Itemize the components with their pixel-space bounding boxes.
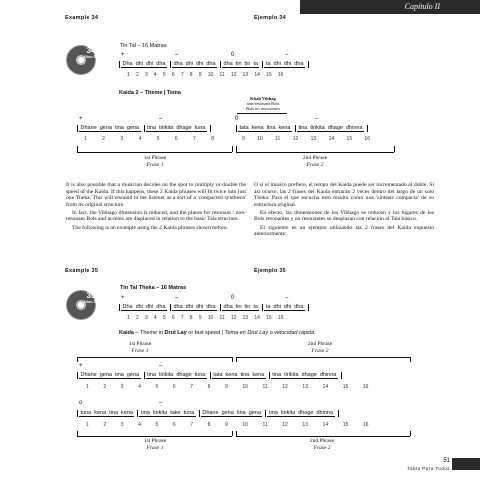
bol: gena [99,372,112,378]
bol: dhage [327,125,343,131]
bol: Dha [122,61,133,67]
bol: tin [244,304,251,310]
kaida-phrase-2-bols [236,125,368,132]
theka-bols-row [119,61,309,68]
vibhag-segment [77,372,144,379]
phrase-2-label: 2nd Phrase Frase 2 [302,155,328,168]
bol: kena [251,125,264,131]
bol: gena [126,125,140,131]
bol: dha [156,304,166,310]
bol: dhi [185,304,193,310]
bol: tirikita [152,410,168,416]
drut-row-1 [77,372,342,379]
bol: kena [278,125,291,131]
bol: Dhane [80,372,97,378]
phrase-1-label-top: 1st Phrase Frase 1 [128,341,152,354]
bol: dha [294,61,304,67]
paragraph: En efecto, las dimensiones de los Vibhago se reducen y los lugares de los Bols resonantes y no resonantes se desplazan con relación al Tala básico. [254,209,434,223]
bol: tuna [183,410,195,416]
tala-title: Tin Tal – 16 Matras [120,43,167,49]
phrase-2-label-top: 2nd Phrase Frase 2 [307,341,333,354]
bol: dha [294,304,304,310]
khali-vibhag-note [233,96,293,111]
bol: tuna [194,125,206,131]
example-label-es: Ejemplo 34 [254,15,287,21]
bol: dha [223,61,233,67]
vibhag-segment [170,304,220,311]
bol: dhi [135,304,143,310]
bol: tuna [194,372,206,378]
example-label-en: Example 34 [65,15,99,21]
bol: take [170,410,181,416]
track-word: Track [85,41,97,46]
bol: dhage [301,372,317,378]
phrase-1-label: 1st Phrase Frase 1 [143,155,167,168]
bol: tina [114,125,124,131]
vibhag-segment [137,410,198,417]
paragraph: It is also possible that a musician decides on the spot to multiply or double the speed of the Kaida. If this happens, these 2 Kaida phrases will fit twice into just one Theka. This will resound to the listener as a sort of a 'compacted synthesis' from its original structure. [66,182,246,208]
kaida-numbers-2: 9 10 11 12 13 14 15 16 [242,136,371,142]
bol: dhi [145,61,154,67]
bol: tina [236,410,246,416]
bol: dhi [283,61,292,67]
bol: ta [265,304,271,310]
vibhag-segment [295,125,368,132]
bol: dhi [273,61,281,67]
vibhag-segment [144,125,211,132]
vibhag-segment [77,125,144,132]
page-number: 51 [443,458,450,464]
theka-bols-row [119,304,309,311]
bol: tina [266,125,276,131]
bol: tirikita [280,410,296,416]
bol: kena [94,410,107,416]
bol: tata [239,125,249,131]
khali-note-line: Bols no resonantes [245,106,281,111]
paragraph: El siguiente es un ejemplo utilizando las 2 frases del Kaida expuesto anteriormente: [254,224,434,238]
vibhag-segment [262,304,308,311]
bol: dhi [185,61,193,67]
bol: dhi [196,61,204,67]
bol: dha [173,304,183,310]
vibhag-segment [119,304,170,311]
phrase-2-label-bottom: 2nd Phrase Frase 2 [309,438,335,451]
bol: dhi [283,304,292,310]
drut-row-2-numbers: 1 2 3 4 5 6 7 8 9 10 11 12 13 14 15 16 [86,422,369,428]
vibhag-segment [262,61,308,68]
phrase-1-label-bottom: 1st Phrase Frase 1 [143,438,167,451]
header-bar [300,0,480,14]
tala-title: Tin Tal Theka – 16 Matras [120,285,187,291]
bol: tirikita [158,372,174,378]
bol: tuna [80,410,92,416]
bol: tin [244,61,251,67]
vibhag-segment [170,61,220,68]
vibhag-segment [220,61,262,68]
matra-numbers: 1 2 3 4 5 6 7 8 9 10 11 12 13 14 15 16 [127,72,284,78]
bol: tina [147,372,156,378]
track-number: 35 [86,290,96,300]
bol: tina [114,372,124,378]
kaida-numbers-1: 1 2 3 4 5 6 7 8 [84,136,214,142]
bol: dhi [196,304,204,310]
bol: tina [268,410,278,416]
bol: kena [121,410,133,416]
bol: dhinna [345,125,363,131]
track-badge [84,42,98,59]
bol: tina [109,410,119,416]
bol: gena [99,125,112,131]
chapter-title: Capítulo II [404,2,440,11]
bol: ta [253,61,258,67]
bol: Dhane [80,125,97,131]
bol: gena [221,410,234,416]
matra-numbers: 1 2 3 4 5 6 7 8 9 10 11 12 13 14 15 16 [127,315,284,321]
vibhag-segment [210,372,269,379]
vibhag-segment [220,304,262,311]
bol: tirikita [284,372,299,378]
book-title: Tabla Para Todos [407,466,450,471]
kaida-title: Kaida 2 – Theme | Tema [119,90,181,96]
paragraph: In fact, the Vibhago dimension is reduced, and the places for resonant / non-resonant Bols and accents are displaced in relation to the basic Tala structure. [66,209,246,223]
vibhag-segment [199,410,266,417]
bol: tirikita [310,125,325,131]
bol: Dha [122,304,133,310]
bol: dhi [135,61,143,67]
bol: gena [126,372,140,378]
bol: tina [298,125,308,131]
bol: dhinna [319,372,337,378]
bol: dha [206,304,216,310]
bol: dha [223,304,233,310]
vibhag-segment [269,372,342,379]
track-disc: Disc 01 [84,53,99,59]
bol: dha [156,61,166,67]
vibhag-segment [77,410,137,417]
bol: gena [248,410,261,416]
kaida-phrase-1-bols [77,125,211,132]
bol: tina [147,125,156,131]
bol: dhage [176,125,192,131]
bol: kena [225,372,238,378]
vibhag-segment [236,125,295,132]
footer-bar [452,458,480,470]
vibhag-segment [119,61,170,68]
bol: tirikita [158,125,174,131]
example-label-en: Example 35 [65,268,99,274]
bol: Dhane [202,410,219,416]
track-number: 34 [86,45,96,55]
bol: tina [140,410,150,416]
kaida-fast-title: Kaida – Theme in Drut Lay or fast speed | Tema en Drut Lay o velocidad rápida [119,330,315,336]
bol: ta [265,61,271,67]
vibhag-segment [144,372,210,379]
bol: dha [173,61,183,67]
khali-note-line: Khali Vibhag [250,96,276,101]
track-disc: Disc 01 [84,298,99,304]
drut-row-1-numbers: 1 2 3 4 5 6 7 8 9 10 11 12 13 14 15 16 [86,384,369,390]
bol: dhage [298,410,314,416]
body-text-english [66,182,246,233]
bol: dhi [145,304,154,310]
paragraph: The following is an example using the 2 Kaida phrases shown before. [72,224,228,231]
bol: kena [252,372,265,378]
bol: dha [206,61,216,67]
drut-row-2 [77,410,339,417]
paragraph: O si el músico prefiere, el tempo del Kaida puede ser incrementado al doble. Si así ocurre, las 2 frases del Kaida entrarán 2 veces dentro del largo de un solo Theka. Para el que escucha esto resulta como una 'síntesis compacta' de su estructura original. [254,182,434,208]
track-badge [84,287,98,304]
bol: ta [253,304,258,310]
bol: tata [213,372,223,378]
khali-bracket [237,113,287,114]
example-label-es: Ejemplo 35 [254,268,287,274]
vibhag-segment [265,410,338,417]
bol: dhinna [316,410,334,416]
bol: dhage [176,372,192,378]
track-word: Track [85,286,97,291]
bol: tina [272,372,282,378]
bol: tin [235,61,242,67]
khali-note-line: non-resonant Bols [246,101,280,106]
bol: tina [240,372,250,378]
bol: dhi [273,304,281,310]
body-text-spanish [254,182,434,239]
bol: tin [235,304,242,310]
